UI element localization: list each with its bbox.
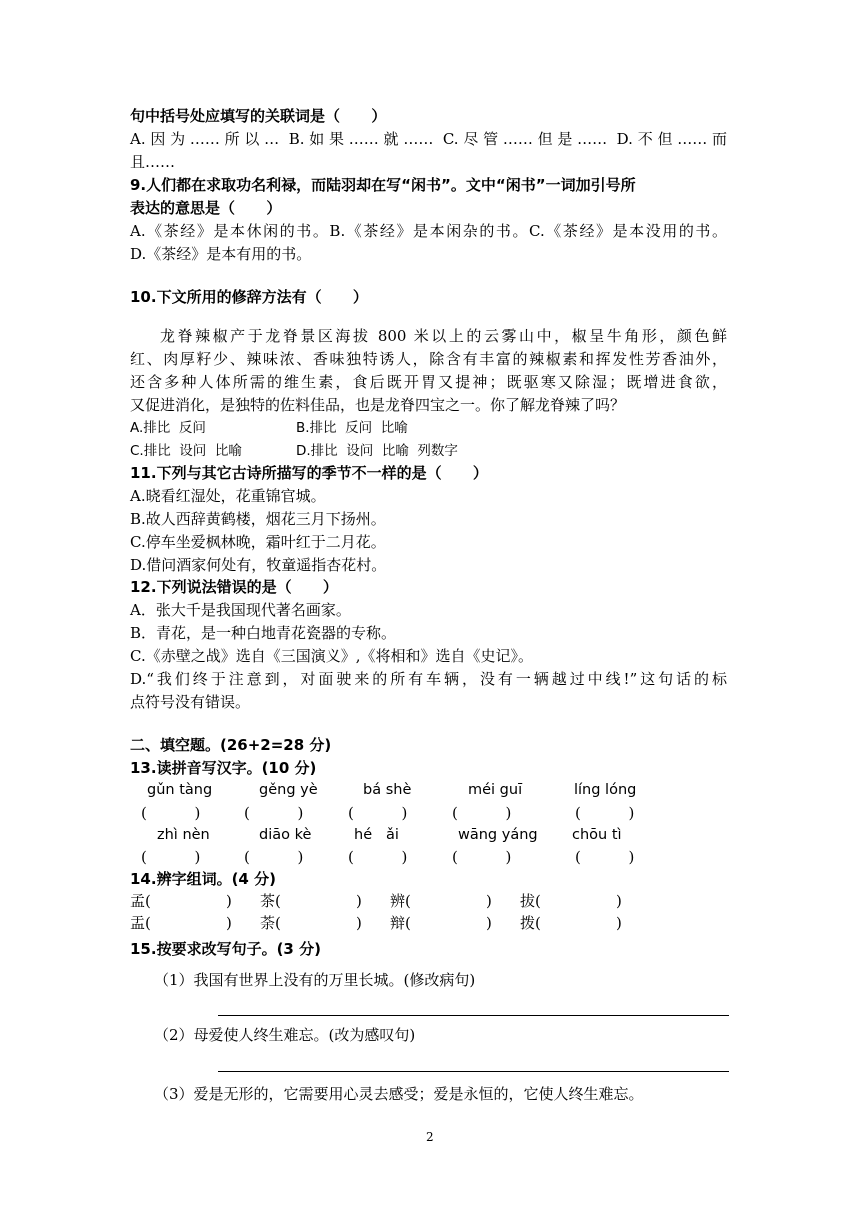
q8-options: A.因为……所以… B.如果……就…… C.尽管……但是…… D.不但……而: [130, 130, 727, 148]
section-title: 二、填空题。(26+2=28 分): [130, 736, 332, 754]
q14-char: 辨(: [390, 892, 411, 910]
q11-option-b: B.故人西辞黄鹤楼，烟花三月下扬州。: [130, 510, 386, 528]
q14-char: 茶(: [260, 892, 281, 910]
q15-item-2: （2）母爱使人终生难忘。(改为感叹句): [154, 1026, 416, 1044]
answer-blank[interactable]: ( ): [575, 848, 635, 866]
q12-option-d: D.“我们终于注意到，对面驶来的所有车辆，没有一辆越过中线!”这句话的标: [130, 670, 727, 688]
q11-option-a: A.晓看红湿处，花重锦官城。: [130, 487, 326, 505]
q14-char: 辩(: [390, 914, 411, 932]
page-number: 2: [426, 1130, 434, 1144]
q9-stem-cont: 表达的意思是（ ）: [130, 199, 282, 217]
answer-line[interactable]: [218, 1071, 729, 1072]
q9-options: A.《茶经》是本休闲的书。B.《茶经》是本闲杂的书。C.《茶经》是本没用的书。: [130, 222, 727, 240]
q14-close: ): [616, 914, 622, 932]
q11-option-c: C.停车坐爱枫林晚，霜叶红于二月花。: [130, 533, 386, 551]
q15-item-1: （1）我国有世界上没有的万里长城。(修改病句): [154, 971, 476, 989]
q10-option-c: C.排比 设问 比喻: [130, 443, 242, 459]
q10-passage-line: 红、肉厚籽少、辣味浓、香味独特诱人，除含有丰富的辣椒素和挥发性芳香油外，: [130, 350, 727, 368]
pinyin: gǔn tàng: [147, 782, 213, 798]
answer-line[interactable]: [218, 1015, 729, 1016]
q8-stem: 句中括号处应填写的关联词是（ ）: [130, 107, 387, 125]
q12-option-b: B．青花，是一种白地青花瓷器的专称。: [130, 624, 397, 642]
q14-close: ): [356, 914, 362, 932]
answer-blank[interactable]: ( ): [141, 848, 201, 866]
answer-blank[interactable]: ( ): [141, 804, 201, 822]
q10-passage-line: 又促进消化，是独特的佐料佳品，也是龙脊四宝之一。你了解龙脊辣了吗？: [130, 396, 626, 414]
q12-option-c: C.《赤壁之战》选自《三国演义》,《将相和》选自《史记》。: [130, 647, 533, 665]
q10-option-b: B.排比 反问 比喻: [296, 420, 408, 436]
answer-blank[interactable]: ( ): [244, 804, 304, 822]
q14-stem: 14.辨字组词。(4 分): [130, 870, 276, 888]
pinyin: chōu tì: [572, 827, 622, 843]
q14-close: ): [486, 892, 492, 910]
pinyin: líng lóng: [574, 782, 637, 798]
q8-options-cont: 且……: [130, 153, 176, 171]
answer-blank[interactable]: ( ): [348, 848, 408, 866]
pinyin: zhì nèn: [157, 827, 210, 843]
q14-close: ): [486, 914, 492, 932]
q15-stem: 15.按要求改写句子。(3 分): [130, 940, 321, 958]
answer-blank[interactable]: ( ): [452, 848, 512, 866]
pinyin: hé ǎi: [354, 827, 399, 843]
q10-option-a: A.排比 反问: [130, 420, 206, 436]
pinyin: bá shè: [363, 782, 412, 798]
q11-stem: 11.下列与其它古诗所描写的季节不一样的是（ ）: [130, 464, 488, 482]
q14-close: ): [616, 892, 622, 910]
pinyin: gěng yè: [259, 782, 318, 798]
q10-passage-line: 还含多种人体所需的维生素，食后既开胃又提神；既驱寒又除湿；既增进食欲，: [130, 373, 727, 391]
pinyin: méi guī: [468, 782, 523, 798]
q9-options-cont: D.《茶经》是本有用的书。: [130, 245, 312, 263]
q10-stem: 10.下文所用的修辞方法有（ ）: [130, 288, 368, 306]
answer-blank[interactable]: ( ): [348, 804, 408, 822]
q14-char: 荼(: [260, 914, 281, 932]
answer-blank[interactable]: ( ): [452, 804, 512, 822]
q14-char: 孟(: [130, 892, 151, 910]
answer-blank[interactable]: ( ): [244, 848, 304, 866]
q14-close: ): [226, 914, 232, 932]
q13-stem: 13.读拼音写汉字。(10 分): [130, 759, 317, 777]
q12-option-a: A．张大千是我国现代著名画家。: [130, 601, 351, 619]
q12-stem: 12.下列说法错误的是（ ）: [130, 578, 338, 596]
answer-blank[interactable]: ( ): [575, 804, 635, 822]
q14-char: 拨(: [520, 914, 541, 932]
q9-stem: 9.人们都在求取功名利禄，而陆羽却在写“闲书”。文中“闲书”一词加引号所: [130, 176, 636, 194]
pinyin: wāng yáng: [458, 827, 538, 843]
q12-option-d-cont: 点符号没有错误。: [130, 693, 251, 711]
pinyin: diāo kè: [259, 827, 312, 843]
q15-item-3: （3）爱是无形的，它需要用心灵去感受；爱是永恒的，它使人终生难忘。: [154, 1085, 644, 1103]
q14-char: 拔(: [520, 892, 541, 910]
q10-option-d: D.排比 设问 比喻 列数字: [296, 443, 458, 459]
q14-close: ): [356, 892, 362, 910]
q11-option-d: D.借问酒家何处有，牧童遥指杏花村。: [130, 556, 387, 574]
q14-char: 盂(: [130, 914, 151, 932]
q10-passage-line: 龙脊辣椒产于龙脊景区海拔 800 米以上的云雾山中，椒呈牛角形，颜色鲜: [160, 327, 727, 345]
q14-close: ): [226, 892, 232, 910]
